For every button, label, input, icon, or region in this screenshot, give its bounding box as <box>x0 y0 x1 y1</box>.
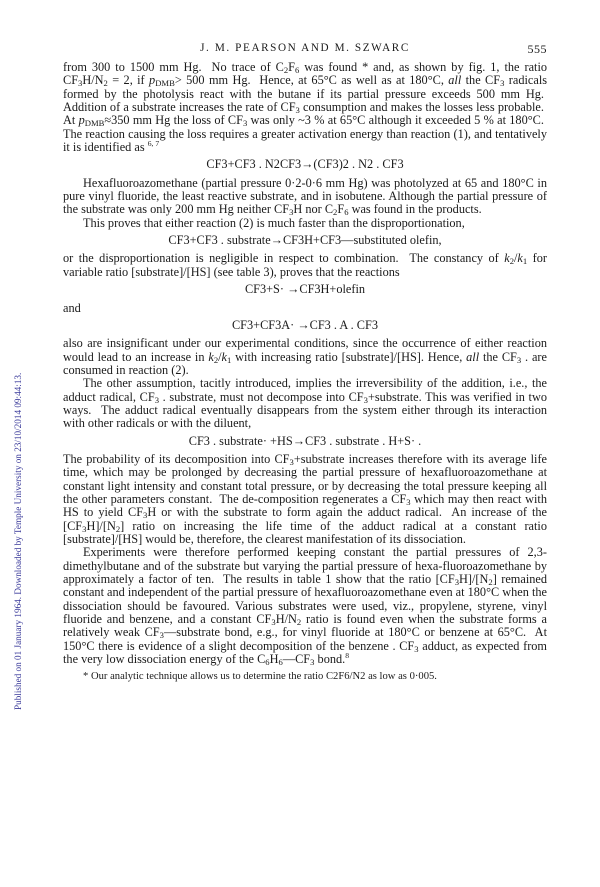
equation-1: CF3+CF3 . N2CF3→(CF3)2 . N2 . CF3 <box>206 157 404 172</box>
running-header <box>63 42 547 58</box>
paragraph: The other assumption, tacitly introduced, implies the irreversibility of the addition, i.e., the adduct radical, $CF_3$ . substrate, must not decompose into $CF_3+substrate$. This was verified in two ways. The adduct radical eventually disappears from the system either through its interaction with other radicals or with the diluent, <box>63 376 548 431</box>
paragraph: from 300 to 1500 mm Hg. No trace of $C_2F_6$ was found * and, as shown by fig. 1, the ratio $CF_3H/N_2 = 2$, if $p_{DMB}> 500$ mm Hg. Hence, at 65°C as well as at 180°C, all the $CF_3$ radicals formed by the photolysis react with the butane if its partial pressure exceeds 500 mm Hg. Addition of a substrate increases the rate of $CF_3$ consumption and makes the losses less probable. At $p_{DMB}\approx 350$ mm Hg the loss of $CF_3$ was only ~3 % at 65°C although it exceeded 5 % at 180°C. The reaction causing the loss requires a greater activation energy than reaction (1), and tentatively it is identified as $^{6, 7}$ <box>63 60 548 155</box>
page <box>63 42 547 683</box>
download-notice: Published on 01 January 1964. Downloaded by Temple University on 23/10/2014 09:44:13. <box>13 372 23 710</box>
and-word: and <box>63 300 81 315</box>
paragraph: also are insignificant under our experimental conditions, since the occurrence of either reaction would lead to an increase in $k_2/k_1$ with increasing ratio [substrate]/[HS]. Hence, all the $CF_3$ . are consumed in reaction (2). <box>63 336 547 377</box>
page-number: 555 <box>527 42 547 56</box>
paragraph: Hexafluoroazomethane (partial pressure 0·2-0·6 mm Hg) was photolyzed at 65 and 180°C in pure vinyl fluoride, the least reactive substrate, and in isobutene. Although the partial pressure of the substrate was only 200 mm Hg neither $CF_3H$ nor $C_2F_6$ was found in the products. <box>63 175 547 218</box>
article-body <box>63 61 547 683</box>
paragraph: The probability of its decomposition into $CF_3+substrate$ increases therefore with its average life time, which may be prolonged by decreasing the partial pressure of hexafluoroazomethane at constant light intensity and constant total pressure, or by decreasing the total pressure keeping all the other parameters constant. The de-composition regenerates a $CF_3$ which may then react with HS to yield $CF_3H$ or with the substrate to form again the adduct radical. An increase of the $[CF_3H]/[N_2]$ ratio on increasing the life time of the adduct radical at a constant ratio [substrate]/[HS] would be, therefore, the clearest manifestation of its dissociation. <box>63 451 548 546</box>
reference-6-7: 6, 7 <box>147 139 160 149</box>
paragraph: or the disproportionation is negligible in respect to combination. The constancy of $k_2/k_1$ for variable ratio [substrate]/[HS] (see table 3), proves that the reactions <box>63 251 547 279</box>
equation-2: CF3+CF3 . substrate→CF3H+CF3—substituted olefin, <box>168 233 442 248</box>
download-watermark <box>2 150 23 710</box>
equation-3: CF3+S· →CF3H+olefin <box>244 282 366 297</box>
equation-4: CF3+CF3A· →CF3 . A . CF3 <box>231 317 378 332</box>
reference-8: 8 <box>345 651 350 661</box>
header-authors: J. M. PEARSON AND M. SZWARC <box>200 42 410 54</box>
paragraph: Experiments were therefore performed keeping constant the partial pressures of 2,3-dimethylbutane and of the substrate but varying the partial pressure of hexa-fluoroazomethane by approximately a factor of ten. The results in table 1 show that the ratio $[CF_3H]/[N_2]$ remained constant and independent of the partial pressure of hexafluoroazomethane even at 180°C when the dissociation should be favoured. Various substrates were used, viz., propylene, styrene, vinyl fluoride and benzene, and a constant $CF_3H/N_2$ ratio is found even when the substrate forms a relatively weak $CF_3—substrate$ bond, e.g., for vinyl fluoride at 180°C or benzene at 65°C. At 150°C there is evidence of a slight decomposition of the benzene . $CF_3$ adduct, as expected from the very low dissociation energy of the $C_6H_6—CF_3$ bond.$^8$ <box>63 545 547 668</box>
paragraph: This proves that either reaction (2) is much faster than the disproportionation, <box>83 215 465 230</box>
footnote: * Our analytic technique allows us to determine the ratio C2F6/N2 as low as 0·005. <box>83 671 437 683</box>
equation-5: CF3 . substrate· +HS→CF3 . substrate . H+S· . <box>188 433 422 448</box>
